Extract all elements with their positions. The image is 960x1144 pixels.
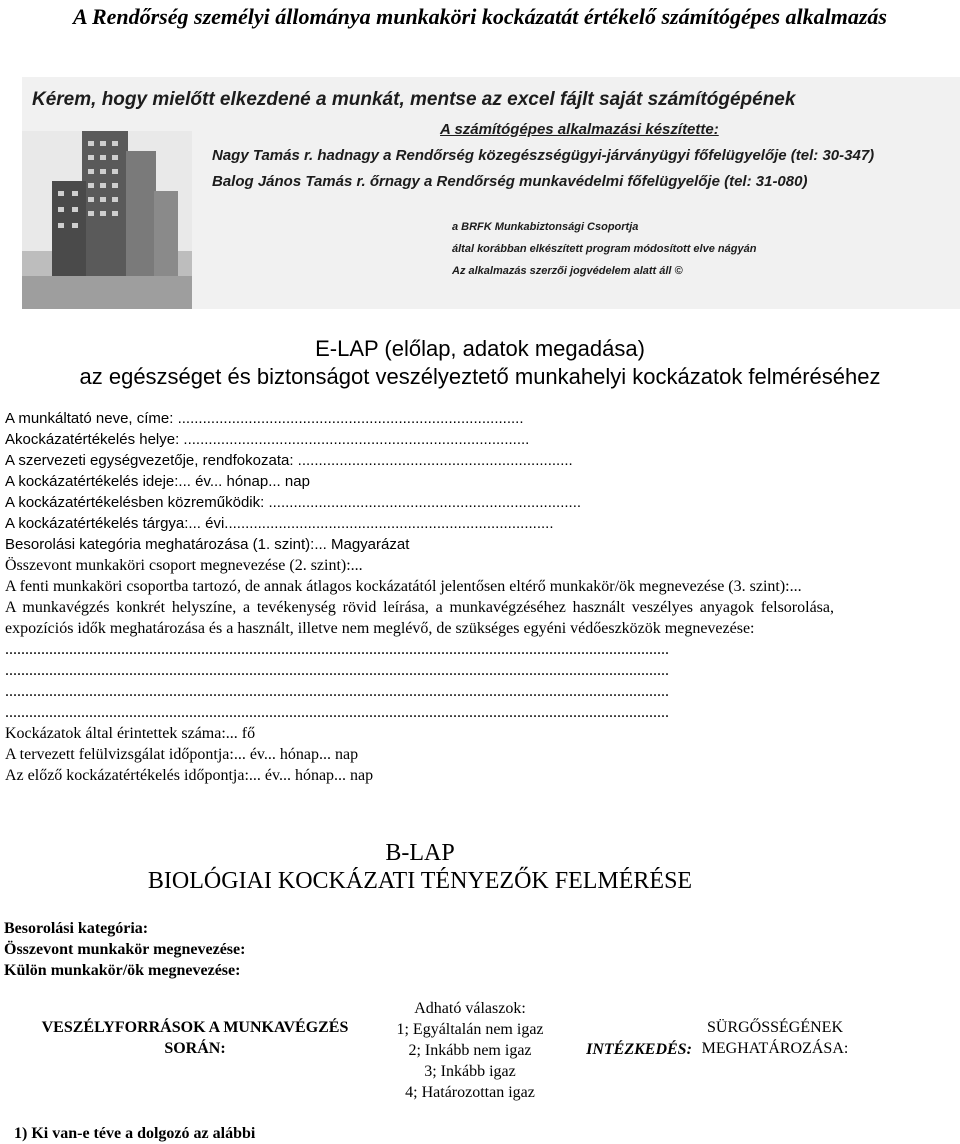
description-field: A munkavégzés konkrét helyszíne, a tevékenység rövid leírása, a munkavégzéséhez használt veszélyes anyagok felsorolása, expozíciós idők meghatározása és a használt, illetve nem meglévő, de szükséges egyéni védőeszközök megnevezése:	[5, 599, 834, 637]
blap-heading	[0, 839, 840, 895]
subject-field: A kockázatértékelés tárgya:... évi...............................................................................	[5, 515, 554, 532]
measure-header: INTÉZKEDÉS:	[586, 1041, 692, 1058]
category-labels	[4, 918, 245, 981]
answer-option-3: 3; Inkább igaz	[424, 1063, 516, 1080]
banner-image	[22, 77, 960, 309]
copyright-icon: ©	[674, 265, 683, 277]
elap-form	[5, 408, 834, 786]
planned-review-field: A tervezett felülvizsgálat időpontja:... év... hónap... nap	[5, 746, 359, 763]
answer-option-1: 1; Egyáltalán nem igaz	[396, 1021, 544, 1038]
building-photo	[22, 131, 192, 309]
banner-copyright-text: Az alkalmazás szerzői jogvédelem alatt áll	[452, 265, 672, 277]
manager-field: A szervezeti egységvezetője, rendfokozata: ..................................................................	[5, 452, 573, 469]
classification-label: Besorolási kategória:	[4, 920, 149, 937]
document-title: A Rendőrség személyi állománya munkaköri kockázatát értékelő számítógépes alkalmazás	[72, 4, 887, 29]
dots-line-1: ......................................................................................................................................................................	[5, 641, 669, 658]
banner-copyright	[452, 265, 683, 277]
banner-author-1: Nagy Tamás r. hadnagy a Rendőrség közegészségügyi-járványügyi főfelügyelője (tel: 30-347)	[212, 147, 875, 164]
affected-field: Kockázatok által érintettek száma:... fő	[5, 725, 256, 742]
elap-subtitle: az egészséget és biztonságot veszélyeztető munkahelyi kockázatok felméréséhez	[79, 364, 881, 389]
first-question: 1) Ki van-e téve a dolgozó az alábbi	[14, 1125, 256, 1142]
answers-header	[380, 998, 560, 1103]
date-field: A kockázatértékelés ideje:... év... hónap... nap	[5, 473, 310, 490]
dots-line-2: ......................................................................................................................................................................	[5, 662, 669, 679]
banner-author-2: Balog János Tamás r. őrnagy a Rendőrség munkavédelmi főfelügyelője (tel: 31-080)	[212, 173, 808, 190]
level2-field: Összevont munkaköri csoport megnevezése (2. szint):...	[5, 557, 363, 574]
separate-label: Külön munkakör/ök megnevezése:	[4, 962, 241, 979]
answer-option-4: 4; Határozottan igaz	[405, 1084, 535, 1101]
dots-line-4: ......................................................................................................................................................................	[5, 704, 669, 721]
elap-heading	[0, 335, 960, 391]
elap-title: E-LAP (előlap, adatok megadása)	[315, 336, 645, 361]
level3-field: A fenti munkaköri csoportba tartozó, de annak átlagos kockázatától jelentősen eltérő munkakör/ök megnevezése (3. szint):...	[5, 578, 802, 595]
level1-field: Besorolási kategória meghatározása (1. szint):... Magyarázat	[5, 536, 410, 553]
urgency-header: SÜRGŐSSÉGÉNEK MEGHATÁROZÁSA:	[701, 1019, 849, 1057]
answers-title: Adható válaszok:	[414, 1000, 526, 1017]
place-field: Akockázatértékelés helye: ...................................................................................	[5, 431, 530, 448]
answer-option-2: 2; Inkább nem igaz	[408, 1042, 532, 1059]
participant-field: A kockázatértékelésben közreműködik: ...........................................................................	[5, 494, 582, 511]
banner-save-notice: Kérem, hogy mielőtt elkezdené a munkát, mentse az excel fájlt saját számítógépének	[32, 89, 796, 110]
banner-authors-heading: A számítógépes alkalmazási készítette:	[440, 121, 719, 138]
previous-assessment-field: Az előző kockázatértékelés időpontja:... év... hónap... nap	[5, 767, 374, 784]
blap-title: B-LAP	[385, 840, 455, 866]
hazard-sources-header: VESZÉLYFORRÁSOK A MUNKAVÉGZÉS SORÁN:	[41, 1019, 349, 1057]
blap-subtitle: BIOLÓGIAI KOCKÁZATI TÉNYEZŐK FELMÉRÉSE	[147, 868, 693, 894]
combined-label: Összevont munkakör megnevezése:	[4, 941, 246, 958]
banner-group: a BRFK Munkabiztonsági Csoportja	[452, 221, 639, 233]
dots-line-3: ......................................................................................................................................................................	[5, 683, 669, 700]
banner-previous-program: által korábban elkészített program módosított elve nágyán	[452, 243, 757, 255]
employer-field: A munkáltató neve, címe: ...................................................................................	[5, 410, 524, 427]
